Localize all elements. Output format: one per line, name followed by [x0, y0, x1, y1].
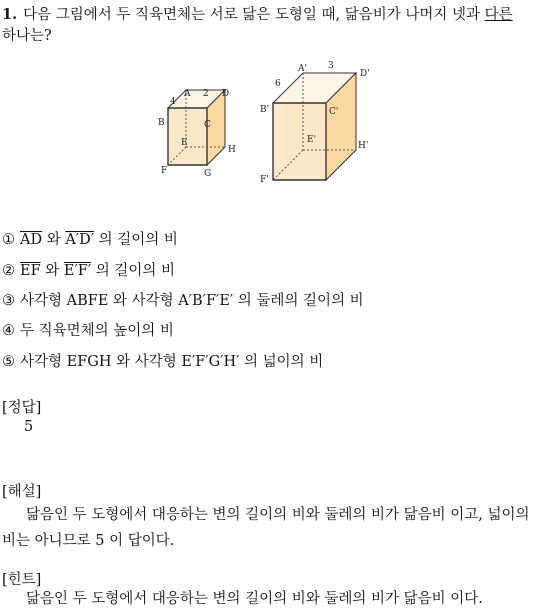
- small-label-a: A: [184, 89, 191, 99]
- answer-heading: [정답]: [2, 400, 42, 416]
- small-label-g: G: [204, 169, 212, 179]
- option-3-text: 사각형 ABFE 와 사각형 A′B′F′E′ 의 둘레의 길이의 비: [20, 293, 364, 309]
- option-2-segment-2: E′F′: [63, 263, 92, 279]
- cuboids-figure: [150, 58, 380, 184]
- option-5-text: 사각형 EFGH 와 사각형 E′F′G′H′ 의 넓이의 비: [20, 354, 324, 370]
- hint-body: 닮음인 두 도형에서 대응하는 변의 길이의 비와 둘레의 비가 닮음비 이다.: [26, 591, 483, 607]
- option-3-mark: ③: [2, 293, 15, 309]
- small-front-face: [168, 108, 207, 165]
- answer-value: 5: [24, 419, 34, 435]
- large-label-f: F': [260, 175, 269, 184]
- large-label-c: C': [329, 107, 339, 117]
- small-cuboid: [158, 89, 236, 179]
- option-2-text: 와: [40, 263, 64, 279]
- large-label-a: A': [298, 64, 307, 74]
- large-front-face: [273, 103, 326, 180]
- explanation-body: 닮음인 두 도형에서 대응하는 변의 길이의 비와 둘레의 비가 닮음비 이고, 넓이의 비는 아니므로 5 이 답이다.: [2, 507, 530, 549]
- large-label-d: D': [360, 69, 370, 79]
- small-label-h: H: [228, 145, 236, 155]
- large-edge-label-ad: 3: [328, 61, 334, 71]
- large-cuboid: [260, 61, 370, 184]
- explanation-heading: [해설]: [2, 484, 42, 500]
- small-label-d: D: [222, 89, 230, 99]
- option-2-segment-1: $\overline{EF}$: [20, 263, 41, 279]
- option-1-text: 와: [42, 232, 66, 248]
- question: [2, 4, 530, 47]
- large-edge-label-ab: 6: [275, 79, 281, 89]
- explanation-text: [2, 502, 532, 554]
- large-label-h: H': [358, 141, 369, 151]
- option-5: [2, 350, 323, 371]
- large-label-b: B': [260, 105, 270, 115]
- small-label-e: E: [181, 138, 188, 148]
- option-1-segment-2: A′D′: [65, 232, 95, 248]
- option-1: [2, 228, 178, 249]
- option-4-text: 두 직육면체의 높이의 비: [20, 323, 174, 339]
- option-3: [2, 289, 364, 310]
- small-label-c: C: [204, 120, 211, 130]
- small-edge-label-ad: 2: [203, 89, 209, 99]
- hint-text: [2, 589, 532, 609]
- option-2-mark: ②: [2, 263, 15, 279]
- small-label-b: B: [158, 118, 165, 128]
- hint-heading: [힌트]: [2, 572, 42, 588]
- option-1-text-end: 의 길이의 비: [94, 232, 178, 248]
- question-number: 1.: [2, 6, 18, 23]
- option-5-mark: ⑤: [2, 354, 15, 370]
- small-label-f: F: [161, 166, 168, 176]
- option-1-segment-1: $\overline{AD}$: [20, 232, 43, 248]
- option-4: [2, 319, 174, 340]
- large-label-e: E': [307, 135, 317, 145]
- question-underlined-word: 다른: [484, 7, 513, 23]
- question-text-end: 하나는?: [2, 28, 52, 44]
- option-1-mark: ①: [2, 232, 15, 248]
- option-2-text-end: 의 길이의 비: [91, 263, 175, 279]
- option-4-mark: ④: [2, 323, 15, 339]
- option-2: [2, 259, 175, 280]
- question-text: 다음 그림에서 두 직육면체는 서로 닮은 도형일 때, 닮음비가 나머지 넷과: [23, 7, 485, 23]
- small-edge-label-ab: 4: [170, 97, 176, 107]
